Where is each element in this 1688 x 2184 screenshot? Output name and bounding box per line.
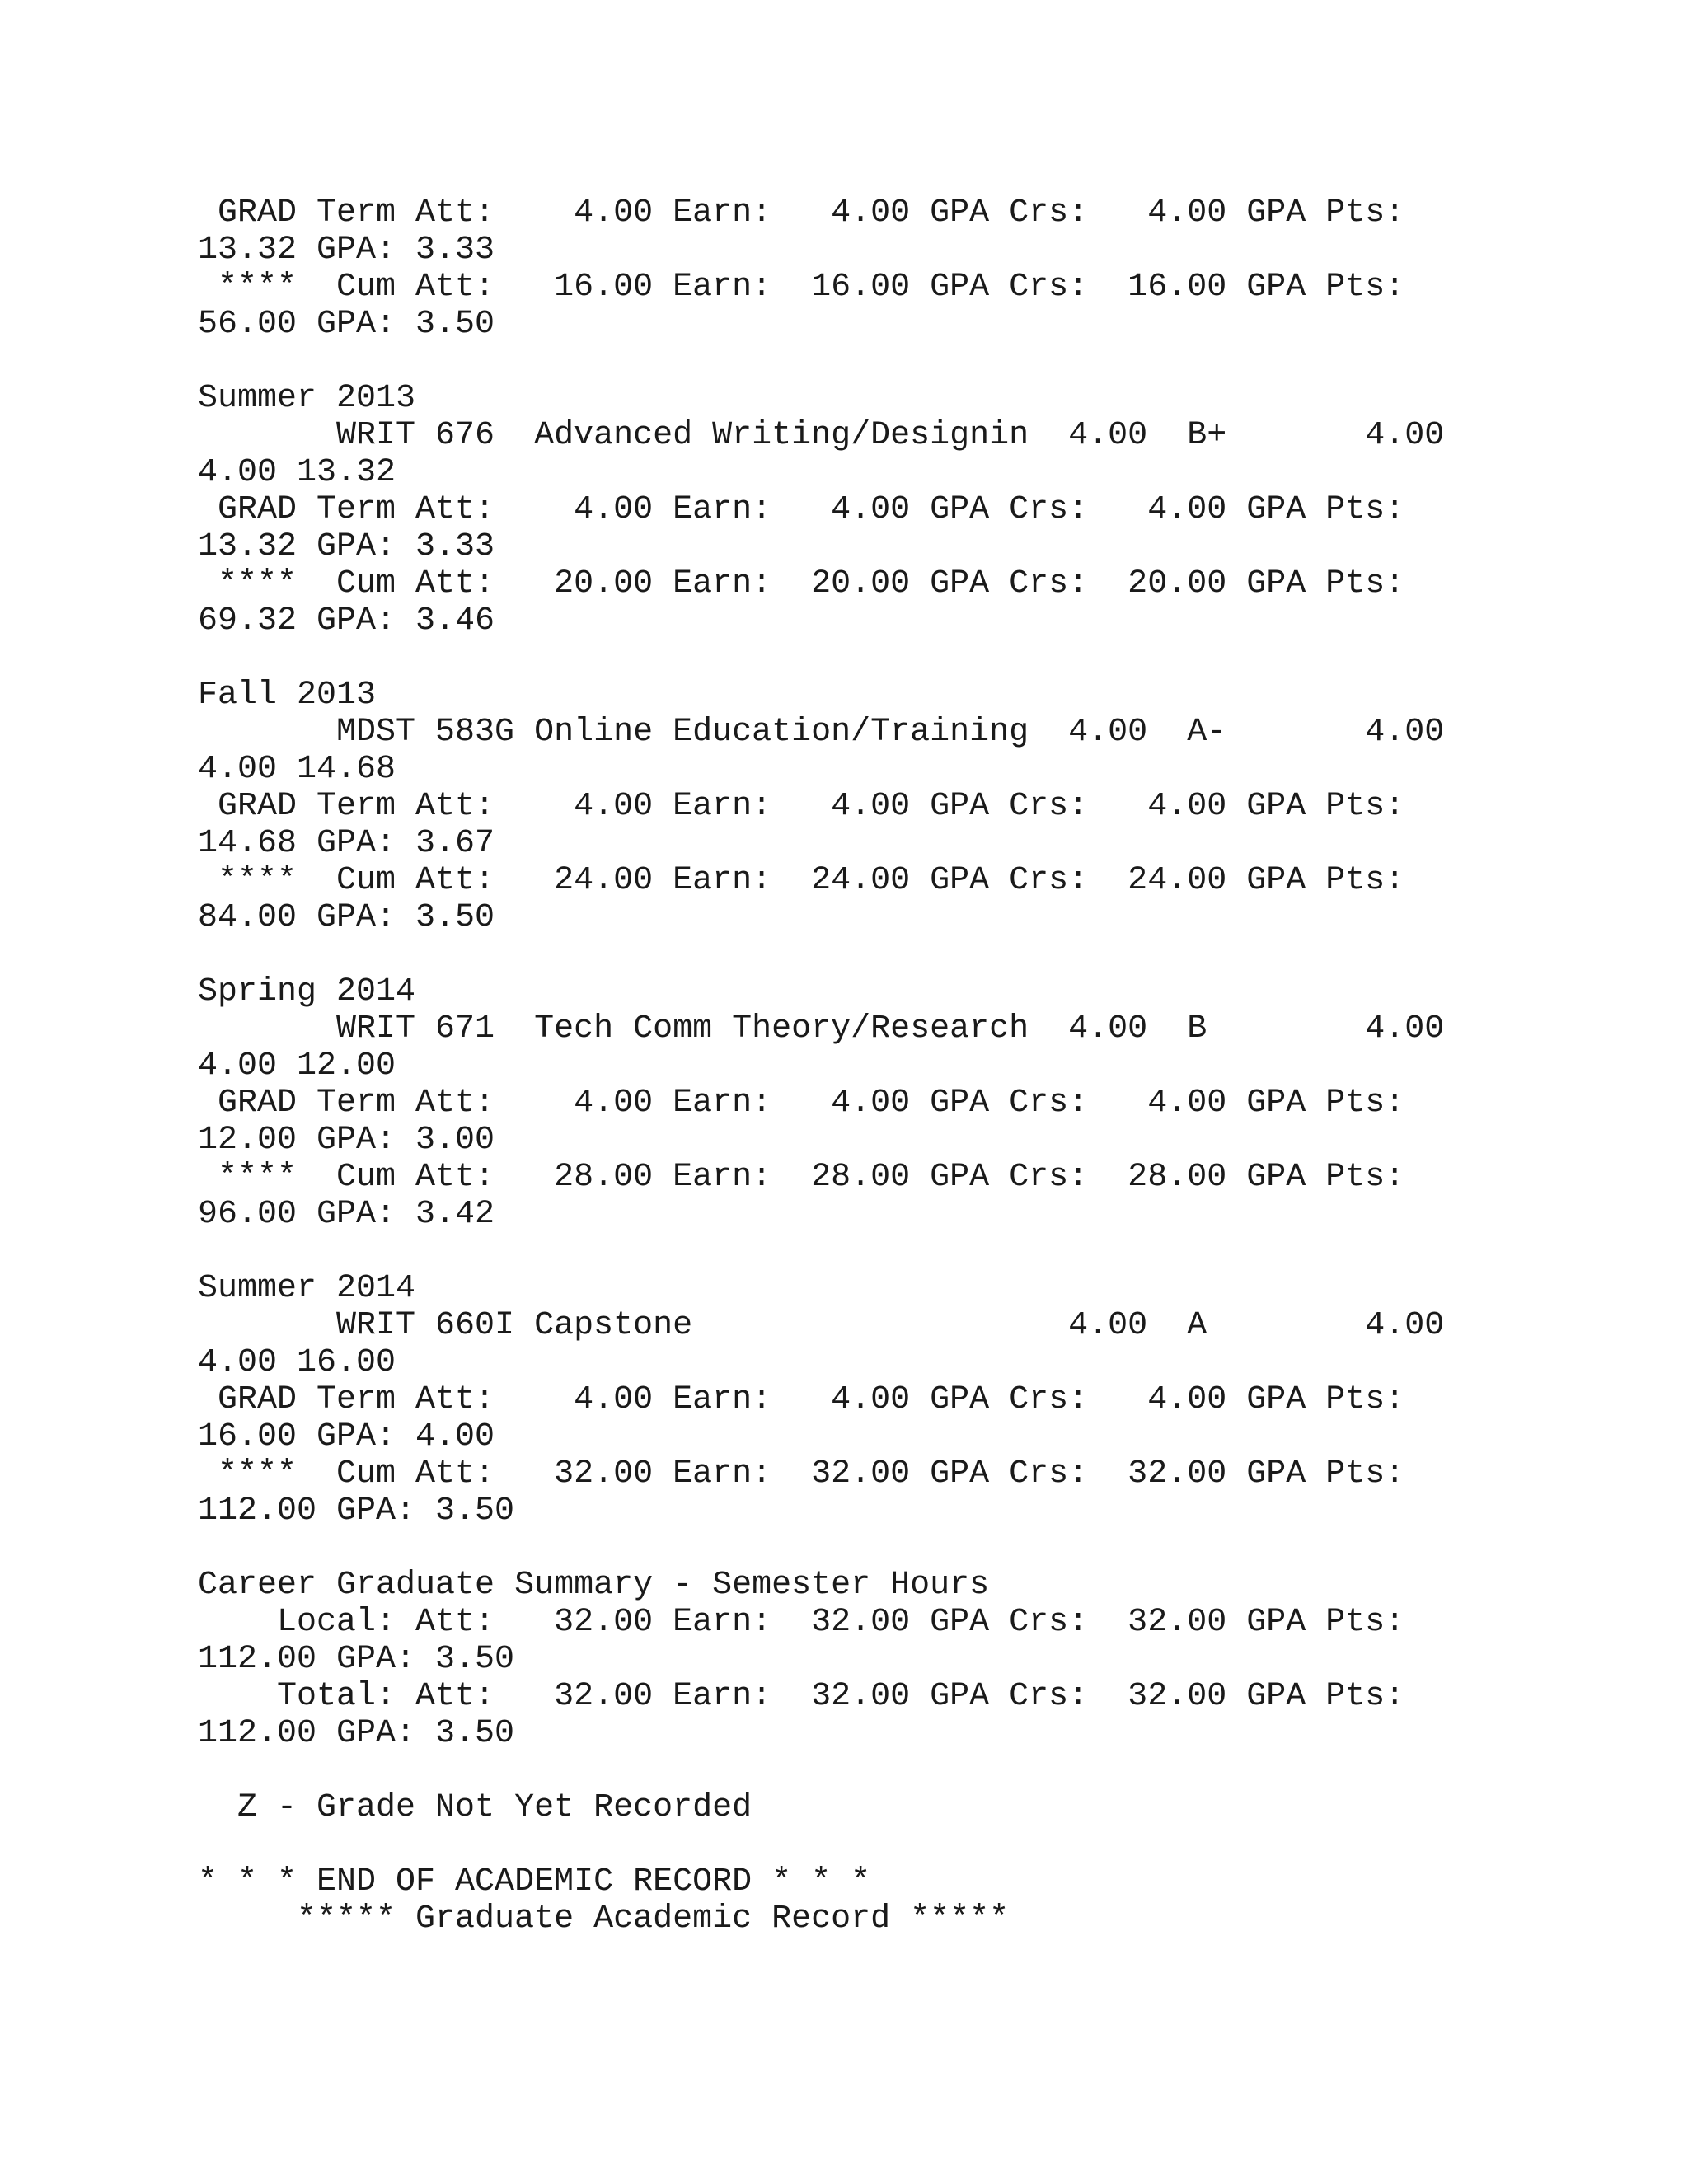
record-line: WRIT 676 Advanced Writing/Designin 4.00 B+ 4.00 — [198, 417, 1445, 454]
record-line: Summer 2013 — [198, 380, 416, 417]
record-line: 4.00 13.32 — [198, 454, 396, 491]
blank-line — [198, 936, 1444, 973]
record-line: 12.00 GPA: 3.00 — [198, 1122, 495, 1159]
record-line: GRAD Term Att: 4.00 Earn: 4.00 GPA Crs: 4.00 GPA Pts: — [198, 1381, 1405, 1418]
record-line: **** Cum Att: 20.00 Earn: 20.00 GPA Crs: 20.00 GPA Pts: — [198, 565, 1405, 602]
record-line: WRIT 671 Tech Comm Theory/Research 4.00 B 4.00 — [198, 1010, 1445, 1047]
record-line: 13.32 GPA: 3.33 — [198, 528, 495, 565]
record-line: 56.00 GPA: 3.50 — [198, 306, 495, 343]
record-line: 14.68 GPA: 3.67 — [198, 825, 495, 862]
record-line: Summer 2014 — [198, 1270, 416, 1307]
record-line: Career Graduate Summary - Semester Hours — [198, 1567, 990, 1604]
blank-line — [198, 1233, 1444, 1270]
record-line: **** Cum Att: 16.00 Earn: 16.00 GPA Crs: 16.00 GPA Pts: — [198, 269, 1405, 306]
record-line: **** Cum Att: 24.00 Earn: 24.00 GPA Crs: 24.00 GPA Pts: — [198, 862, 1405, 899]
record-line: 112.00 GPA: 3.50 — [198, 1715, 515, 1752]
blank-line — [198, 343, 1444, 380]
record-line: 112.00 GPA: 3.50 — [198, 1493, 515, 1530]
record-line: 96.00 GPA: 3.42 — [198, 1196, 495, 1233]
record-line: 84.00 GPA: 3.50 — [198, 899, 495, 936]
record-line: 4.00 12.00 — [198, 1047, 396, 1085]
record-line: 112.00 GPA: 3.50 — [198, 1641, 515, 1678]
record-line: Z - Grade Not Yet Recorded — [198, 1789, 753, 1826]
record-line: 4.00 14.68 — [198, 751, 396, 788]
blank-line — [198, 1826, 1444, 1863]
academic-record-text — [198, 194, 1444, 1938]
record-line: Spring 2014 — [198, 973, 416, 1010]
record-line: GRAD Term Att: 4.00 Earn: 4.00 GPA Crs: 4.00 GPA Pts: — [198, 194, 1405, 232]
record-line: MDST 583G Online Education/Training 4.00 A- 4.00 — [198, 714, 1445, 751]
record-line: Total: Att: 32.00 Earn: 32.00 GPA Crs: 32.00 GPA Pts: — [198, 1678, 1405, 1715]
record-line: 16.00 GPA: 4.00 — [198, 1418, 495, 1455]
record-line: Fall 2013 — [198, 677, 377, 714]
record-line: GRAD Term Att: 4.00 Earn: 4.00 GPA Crs: 4.00 GPA Pts: — [198, 788, 1405, 825]
record-line: 13.32 GPA: 3.33 — [198, 232, 495, 269]
record-line: GRAD Term Att: 4.00 Earn: 4.00 GPA Crs: 4.00 GPA Pts: — [198, 1085, 1405, 1122]
record-line: WRIT 660I Capstone 4.00 A 4.00 — [198, 1307, 1445, 1344]
record-line: **** Cum Att: 28.00 Earn: 28.00 GPA Crs: 28.00 GPA Pts: — [198, 1159, 1405, 1196]
blank-line — [198, 640, 1444, 677]
record-line: ***** Graduate Academic Record ***** — [198, 1900, 1010, 1938]
blank-line — [198, 1752, 1444, 1789]
record-line: 4.00 16.00 — [198, 1344, 396, 1381]
blank-line — [198, 1530, 1444, 1567]
record-line: **** Cum Att: 32.00 Earn: 32.00 GPA Crs: 32.00 GPA Pts: — [198, 1455, 1405, 1493]
record-line: 69.32 GPA: 3.46 — [198, 602, 495, 640]
record-line: Local: Att: 32.00 Earn: 32.00 GPA Crs: 32.00 GPA Pts: — [198, 1604, 1405, 1641]
record-line: * * * END OF ACADEMIC RECORD * * * — [198, 1863, 871, 1900]
record-line: GRAD Term Att: 4.00 Earn: 4.00 GPA Crs: 4.00 GPA Pts: — [198, 491, 1405, 528]
